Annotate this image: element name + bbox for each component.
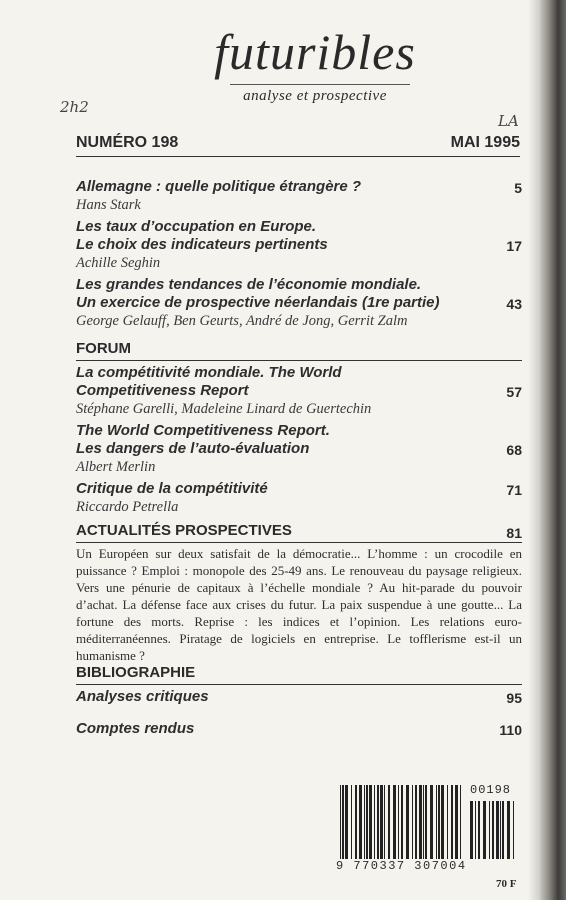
forum-entry[interactable] — [76, 480, 522, 516]
article-author: Achille Seghin — [76, 255, 161, 271]
barcode-addon-number: 00198 — [470, 783, 512, 797]
page-number: 5 — [514, 180, 522, 196]
section-title: FORUM — [76, 340, 131, 357]
barcode-stripe — [345, 785, 348, 859]
masthead — [200, 22, 430, 105]
barcode-stripe — [430, 785, 433, 859]
barcode-stripe — [507, 801, 510, 859]
section-actualites-heading — [76, 522, 522, 543]
barcode-stripe — [460, 785, 461, 859]
handwritten-note-left: 2h2 — [60, 98, 89, 116]
barcode-stripe — [384, 785, 385, 859]
barcode-stripe — [355, 785, 357, 859]
page-number: 110 — [499, 722, 522, 738]
article-author: Hans Stark — [76, 197, 141, 213]
page-number: 95 — [506, 690, 522, 706]
isbn-barcode — [336, 783, 518, 877]
barcode-stripe — [388, 785, 390, 859]
article-title-line2: Le choix des indicateurs pertinents — [76, 236, 328, 253]
section-forum-heading — [76, 340, 522, 361]
barcode-number: 9 770337 307004 — [336, 859, 467, 873]
barcode-addon-bars — [470, 801, 516, 859]
barcode-stripe — [377, 785, 379, 859]
barcode-stripe — [447, 785, 448, 859]
article-title-line2: Les dangers de l’auto-évaluation — [76, 440, 310, 457]
handwritten-note-right: LA — [498, 112, 519, 130]
bibliography-entry[interactable] — [76, 688, 522, 706]
entry-title: Comptes rendus — [76, 720, 195, 737]
tagline: analyse et prospective — [243, 88, 387, 104]
article-title-line2: Competitiveness Report — [76, 382, 249, 399]
book-spine — [540, 0, 566, 900]
issue-number: NUMÉRO 198 — [76, 134, 179, 151]
barcode-stripe — [419, 785, 422, 859]
barcode-stripe — [470, 801, 473, 859]
barcode-stripe — [489, 801, 490, 859]
page-number: 57 — [506, 384, 522, 400]
barcode-stripe — [441, 785, 444, 859]
barcode-stripe — [406, 785, 409, 859]
barcode-stripe — [351, 785, 352, 859]
article-title: Allemagne : quelle politique étrangère ? — [76, 178, 362, 195]
barcode-stripe — [425, 785, 427, 859]
forum-entry[interactable] — [76, 422, 522, 476]
article-title: La compétitivité mondiale. The World — [76, 364, 342, 381]
barcode-stripe — [415, 785, 417, 859]
bibliography-entry[interactable] — [76, 720, 522, 738]
page-number: 43 — [506, 296, 522, 312]
barcode-stripe — [364, 785, 365, 859]
page-number: 81 — [506, 525, 522, 541]
article-title: The World Competitiveness Report. — [76, 422, 330, 439]
barcode-stripe — [483, 801, 486, 859]
barcode-stripe — [500, 801, 501, 859]
article-entry[interactable] — [76, 276, 522, 330]
barcode-stripe — [359, 785, 362, 859]
logo-rule — [230, 84, 410, 85]
barcode-stripe — [502, 801, 504, 859]
article-title: Critique de la compétitivité — [76, 480, 268, 497]
barcode-stripe — [401, 785, 403, 859]
barcode-stripe — [412, 785, 413, 859]
barcode-stripe — [438, 785, 440, 859]
article-title: Les taux d’occupation en Europe. — [76, 218, 317, 235]
barcode-stripe — [513, 801, 514, 859]
section-title: BIBLIOGRAPHIE — [76, 664, 196, 681]
article-title: Les grandes tendances de l’économie mondiale. — [76, 276, 422, 293]
barcode-stripe — [398, 785, 399, 859]
barcode-stripe — [393, 785, 396, 859]
barcode-stripe — [436, 785, 437, 859]
page-number: 71 — [506, 482, 522, 498]
article-entry[interactable] — [76, 218, 522, 272]
barcode-stripe — [455, 785, 458, 859]
barcode-stripe — [496, 801, 499, 859]
barcode-stripe — [380, 785, 383, 859]
barcode-bars — [340, 785, 464, 859]
issue-bar — [76, 134, 520, 157]
article-entry[interactable] — [76, 178, 522, 214]
article-author: Stéphane Garelli, Madeleine Linard de Guertechin — [76, 401, 372, 417]
journal-logo: futuribles — [214, 24, 416, 80]
barcode-stripe — [423, 785, 424, 859]
article-author: Riccardo Petrella — [76, 499, 179, 515]
page-number: 68 — [506, 442, 522, 458]
price-label: 70 F — [496, 878, 517, 890]
barcode-stripe — [366, 785, 368, 859]
entry-title: Analyses critiques — [76, 688, 209, 705]
actualites-summary: Un Européen sur deux satisfait de la démocratie... L’homme : un crocodile en puissance ? Emploi : monopole des 25-49 ans. Le renouveau du paysage religieux. Vers une pénurie de capitaux à l’échelle mondiale ? Au hit-parade du pouvoir d’achat. La défense face aux crises du futur. La paix suspendue à une goutte... La fortune des morts. Reprise : les indices et l’opinion. Les relations euro-méditerranéennes. Piratage de logiciels en entreprise. Le tofflerisme est-il un humanisme ? — [76, 546, 522, 663]
article-title-line2: Un exercice de prospective néerlandais (1re partie) — [76, 294, 440, 311]
section-bibliographie-heading — [76, 664, 522, 685]
page-number: 17 — [506, 238, 522, 254]
barcode-stripe — [478, 801, 480, 859]
barcode-stripe — [340, 785, 341, 859]
section-title: ACTUALITÉS PROSPECTIVES — [76, 522, 292, 539]
barcode-stripe — [374, 785, 375, 859]
article-author: Albert Merlin — [76, 459, 156, 475]
article-author: George Gelauff, Ben Geurts, André de Jong, Gerrit Zalm — [76, 313, 408, 329]
barcode-stripe — [475, 801, 476, 859]
forum-entry[interactable] — [76, 364, 522, 418]
barcode-stripe — [342, 785, 344, 859]
barcode-stripe — [451, 785, 453, 859]
barcode-stripe — [492, 801, 494, 859]
barcode-stripe — [369, 785, 372, 859]
issue-date: MAI 1995 — [450, 134, 520, 151]
